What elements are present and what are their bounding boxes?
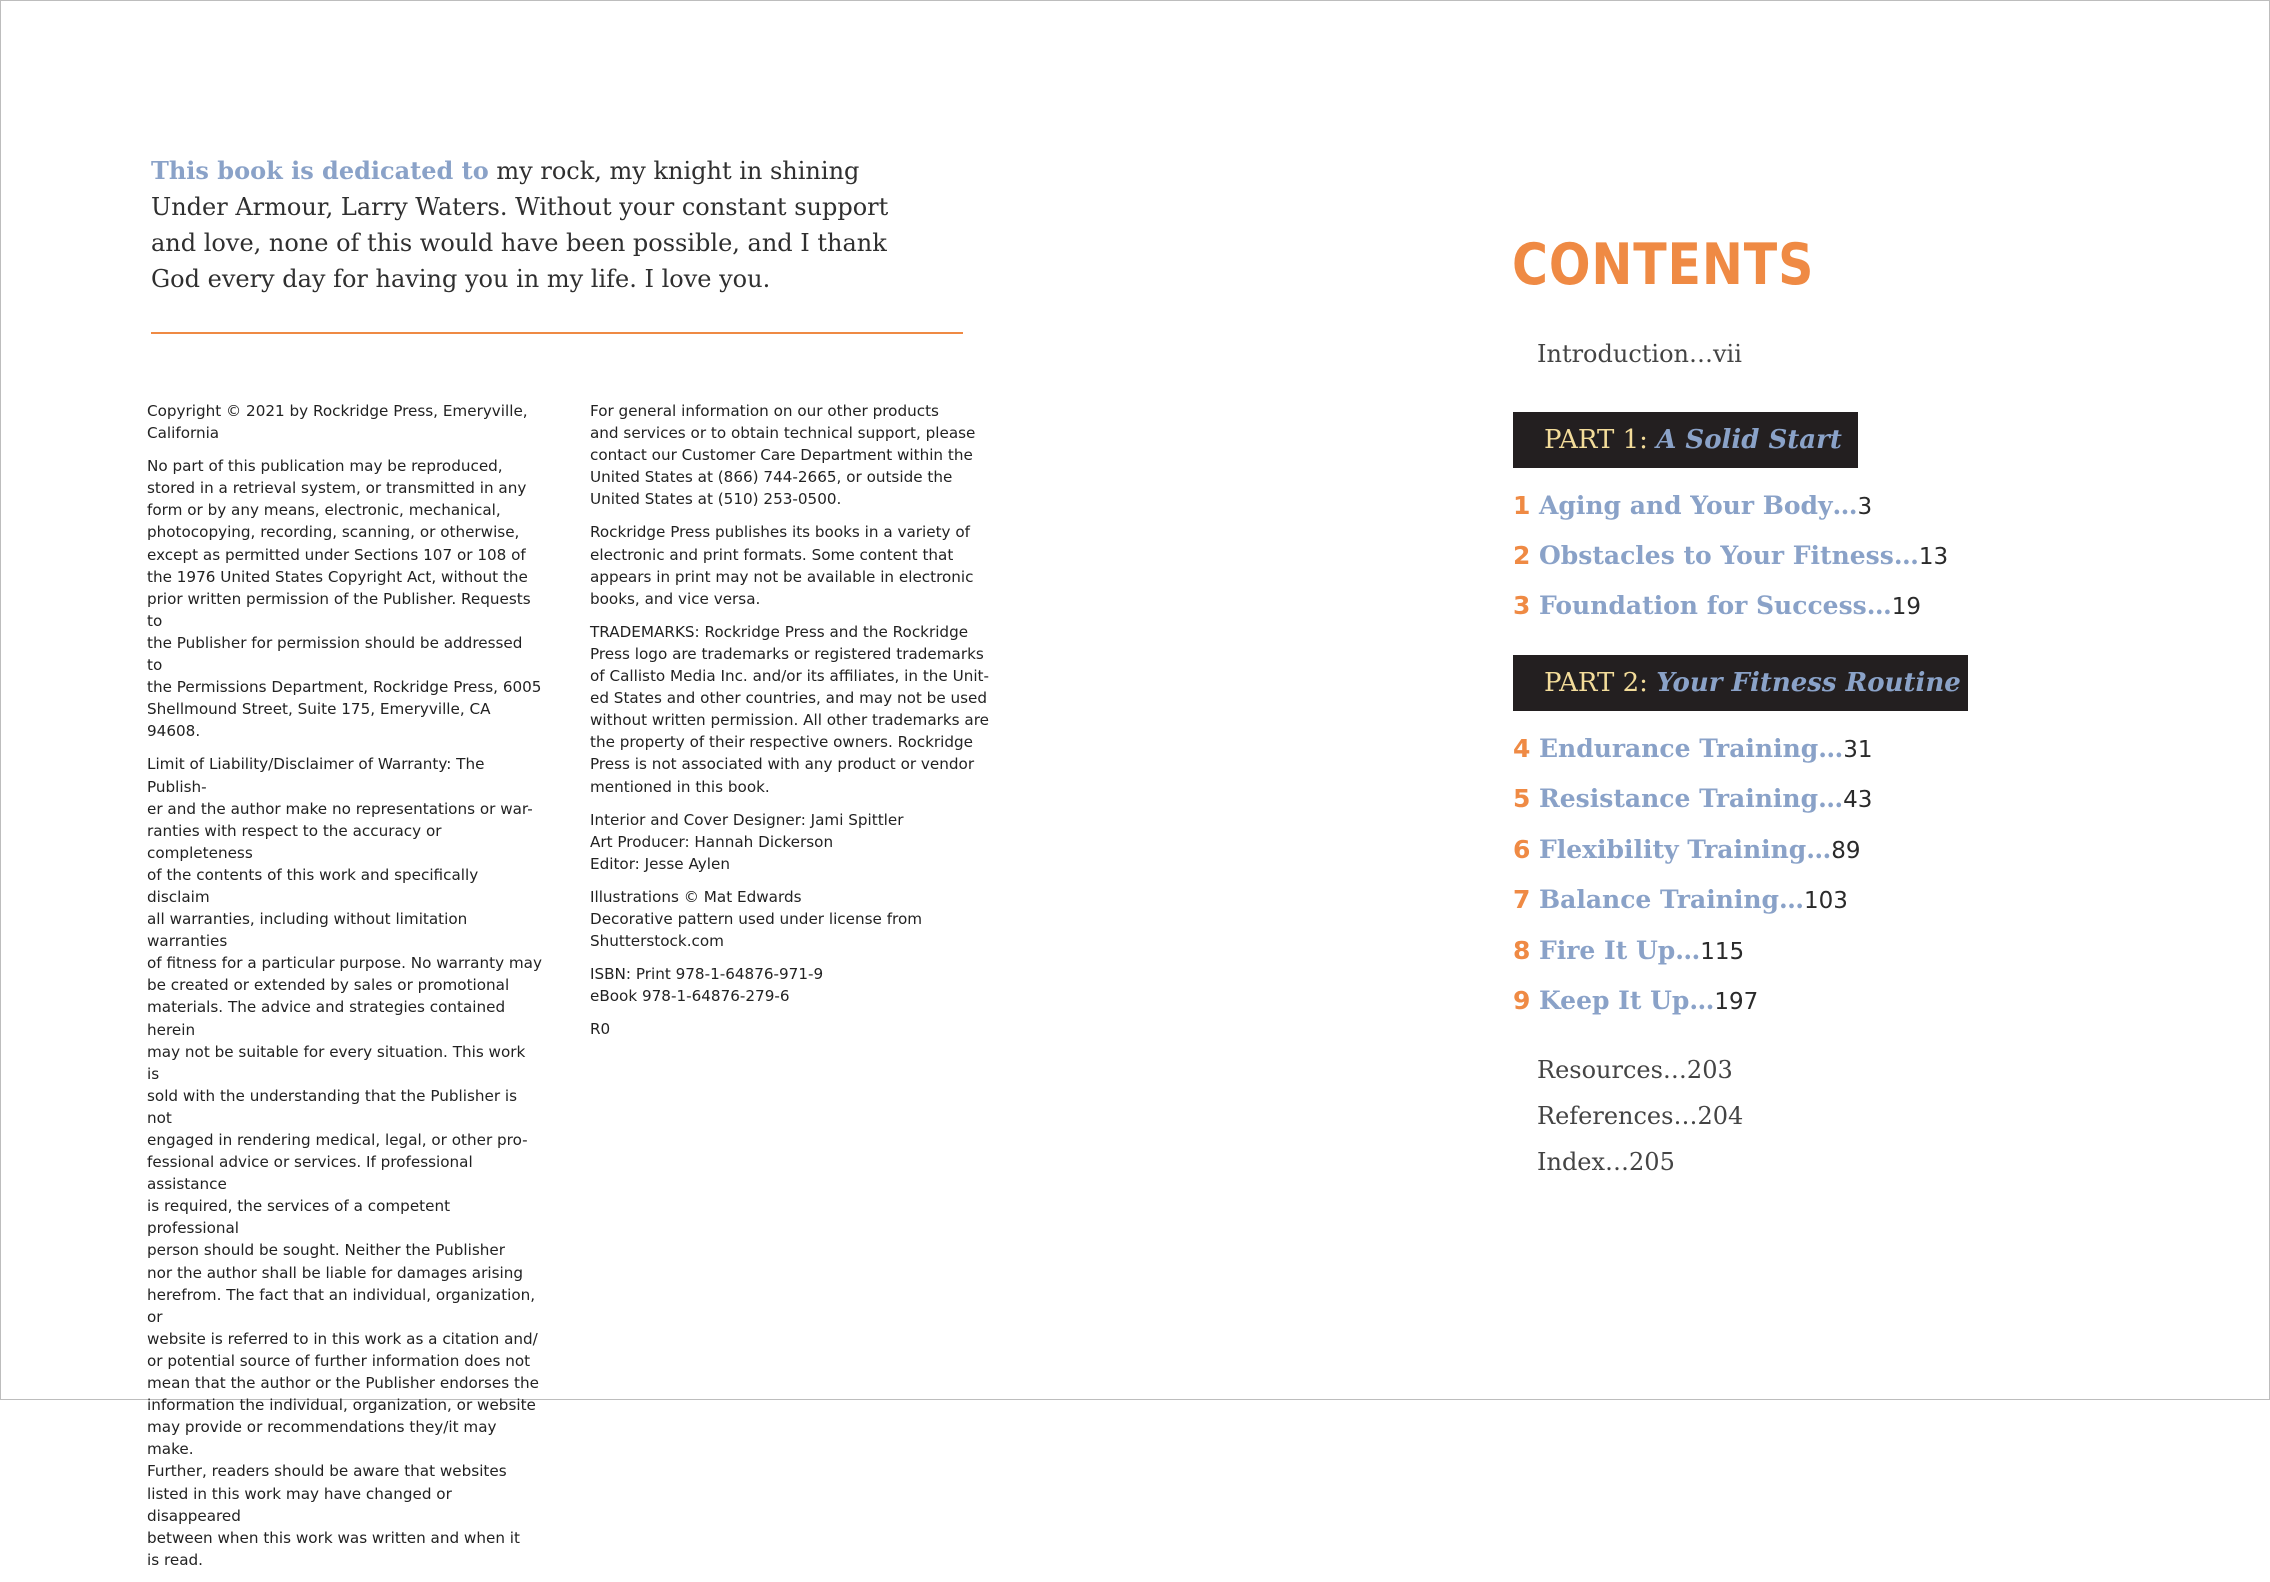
toc-introduction[interactable]: Introduction…vii [1537,340,1742,368]
chapter-number: 8 [1513,936,1531,965]
toc-chapter-4[interactable] [1513,733,1873,766]
contents-title: CONTENTS [1512,232,1815,298]
toc-chapter-6[interactable] [1513,834,1861,867]
chapter-page: 103 [1804,888,1848,914]
copyright-paragraph: R0 [590,1020,611,1039]
chapter-number: 1 [1513,491,1531,520]
dedication-lead: This book is dedicated to [151,156,489,185]
chapter-title: Fire It Up… [1539,936,1701,965]
chapter-title: Aging and Your Body… [1539,491,1858,520]
toc-chapter-2[interactable] [1513,540,1948,573]
part-label: PART 1: [1544,425,1657,455]
copyright-paragraph: Copyright © 2021 by Rockridge Press, Emeryville, California [147,402,528,443]
chapter-title: Endurance Training… [1539,734,1844,763]
part-title: A Solid Start [1656,425,1842,455]
chapter-page: 31 [1843,737,1873,763]
chapter-number: 9 [1513,986,1531,1015]
chapter-title: Keep It Up… [1539,986,1715,1015]
copyright-paragraph: Rockridge Press publishes its books in a variety of electronic and print formats. Some content that appears in print may not be available in electronic books, and vice versa. [590,523,974,608]
chapter-page: 13 [1918,544,1949,570]
copyright-paragraph: Limit of Liability/Disclaimer of Warranty: The Publish- er and the author make no representations or war- ranties with respect to the accuracy or completeness of the contents of this work and specifically disclaim all warranties, including without limitation warranties of fitness for a particular purpose. No warranty may be created or extended by sales or promotional materials. The advice and strategies contained herein may not be suitable for every situation. This work is sold with the understanding that the Publisher is not engaged in rendering medical, legal, or other pro- fessional advice or services. If professional assistance is required, the services of a competent professional person should be sought. Neither the Publisher nor the author shall be liable for damages arising herefrom. The fact that an individual, organization, or website is referred to in this work as a citation and/ or potential source of further information does not mean that the author or the Publisher endorses the information the individual, organization, or website may provide or recommendations they/it may make. Further, readers should be aware that websites listed in this work may have changed or disappeared between when this work was written and when it is read. [147,755,542,1569]
copyright-column-2 [590,400,990,1051]
chapter-number: 7 [1513,885,1531,914]
copyright-paragraph: ISBN: Print 978-1-64876-971-9 eBook 978-1-64876-279-6 [590,965,824,1006]
copyright-paragraph: No part of this publication may be reproduced, stored in a retrieval system, or transmitted in any form or by any means, electronic, mechanical, photocopying, recording, scanning, or otherwise, except as permitted under Sections 107 or 108 of the 1976 United States Copyright Act, without the prior written permission of the Publisher. Requests to the Publisher for permission should be addressed to the Permissions Department, Rockridge Press, 6005 Shellmound Street, Suite 175, Emeryville, CA 94608. [147,457,542,741]
chapter-page: 197 [1714,989,1759,1015]
copyright-paragraph: For general information on our other products and services or to obtain technical support, please contact our Customer Care Department within the United States at (866) 744-2665, or outside the United States at (510) 253-0500. [590,402,976,509]
chapter-title: Flexibility Training… [1539,835,1832,864]
dedication [151,153,931,297]
copyright-paragraph: Interior and Cover Designer: Jami Spittler Art Producer: Hannah Dickerson Editor: Jesse Aylen [590,810,904,873]
chapter-number: 5 [1513,784,1531,813]
part-title: Your Fitness Routine [1656,668,1961,698]
chapter-number: 3 [1513,591,1531,620]
toc-resources[interactable]: Resources…203 [1537,1056,1733,1084]
dedication-text: my rock, my knight in shining Under Armour, Larry Waters. Without your constant support and love, none of this would have been possible, and I thank God every day for having you in my life. I love you. [151,157,889,293]
copyright-column-1 [147,400,542,1582]
chapter-title: Foundation for Success… [1539,591,1892,620]
toc-chapter-8[interactable] [1513,935,1744,968]
copyright-paragraph: TRADEMARKS: Rockridge Press and the Rockridge Press logo are trademarks or registered trademarks of Callisto Media Inc. and/or its affiliates, in the Unit- ed States and other countries, and may not be used without written permission. All other trademarks are the property of their respective owners. Rockridge Press is not associated with any product or vendor mentioned in this book. [590,622,989,796]
chapter-page: 19 [1891,594,1922,620]
toc-chapter-9[interactable] [1513,985,1758,1018]
part-label: PART 2: [1544,668,1657,698]
part-1-header[interactable] [1513,412,1858,468]
part-2-header[interactable] [1513,655,1968,711]
chapter-title: Obstacles to Your Fitness… [1539,541,1919,570]
toc-chapter-3[interactable] [1513,590,1921,623]
chapter-number: 6 [1513,835,1531,864]
chapter-page: 115 [1700,939,1745,965]
chapter-number: 2 [1513,541,1531,570]
chapter-page: 89 [1831,838,1861,864]
chapter-title: Balance Training… [1539,885,1805,914]
toc-references[interactable]: References…204 [1537,1102,1744,1130]
chapter-page: 3 [1857,494,1873,520]
toc-index[interactable]: Index…205 [1537,1148,1675,1176]
divider [151,332,963,334]
copyright-paragraph: Illustrations © Mat Edwards Decorative pattern used under license from Shutterstock.com [590,887,923,951]
chapter-page: 43 [1843,787,1873,813]
chapter-number: 4 [1513,734,1531,763]
toc-chapter-5[interactable] [1513,783,1872,816]
chapter-title: Resistance Training… [1539,784,1844,813]
toc-chapter-7[interactable] [1513,884,1848,917]
toc-chapter-1[interactable] [1513,490,1872,523]
